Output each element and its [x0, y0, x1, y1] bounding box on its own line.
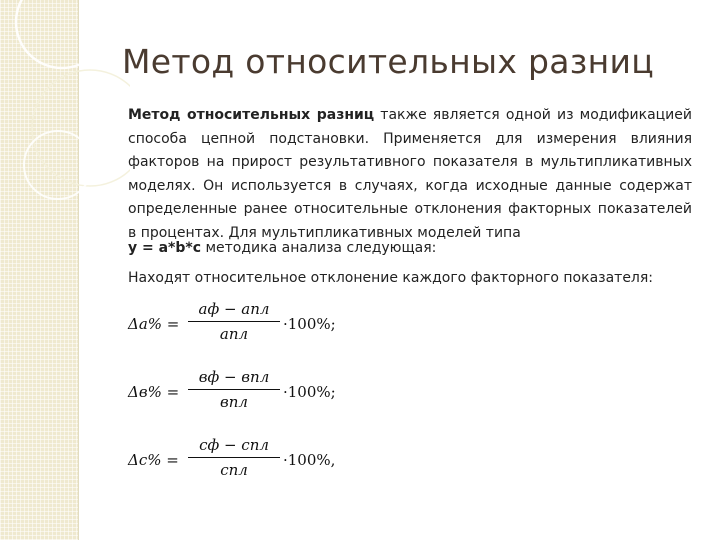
- formula-b-rest: ·100%;: [283, 383, 336, 401]
- main-paragraph: [128, 104, 692, 245]
- formula-c-rest: ·100%,: [283, 451, 336, 469]
- model-line: [128, 240, 436, 256]
- model-formula: у = а*b*c: [128, 240, 202, 256]
- instruction-text: Находят относительное отклонение каждого факторного показателя:: [128, 270, 654, 286]
- formula-a-rest: ·100%;: [283, 315, 336, 333]
- formula-a: [128, 300, 468, 360]
- formula-b-lhs: Δв% =: [128, 383, 180, 401]
- formula-c: [128, 436, 468, 496]
- slide-title: Метод относительных разниц: [122, 42, 654, 81]
- formula-a-denominator: aпл: [219, 325, 249, 343]
- paragraph-text: также является одной из модификацией способа цепной подстановки. Применяется для измерения влияния факторов на прирост результативного показателя в мультипликативных моделях. Он используется в случаях, когда исходные данные содержат определенные ранее относительные отклонения факторных показателей в процентах. Для мультипликативных моделей типа: [128, 107, 692, 241]
- formula-b-numerator: вф − впл: [198, 368, 270, 386]
- formula-b: [128, 368, 468, 428]
- formula-c-numerator: cф − cпл: [199, 436, 269, 454]
- paragraph-bold-lead: Метод относительных разниц: [128, 107, 375, 123]
- formula-c-denominator: cпл: [220, 461, 248, 479]
- decorative-circles: [0, 0, 130, 260]
- model-line-text: методика анализа следующая:: [201, 240, 437, 256]
- formula-b-denominator: впл: [220, 393, 248, 411]
- formula-a-numerator: aф − aпл: [198, 300, 270, 318]
- formula-a-lhs: Δa% =: [128, 315, 180, 333]
- formula-c-lhs: Δc% =: [128, 451, 179, 469]
